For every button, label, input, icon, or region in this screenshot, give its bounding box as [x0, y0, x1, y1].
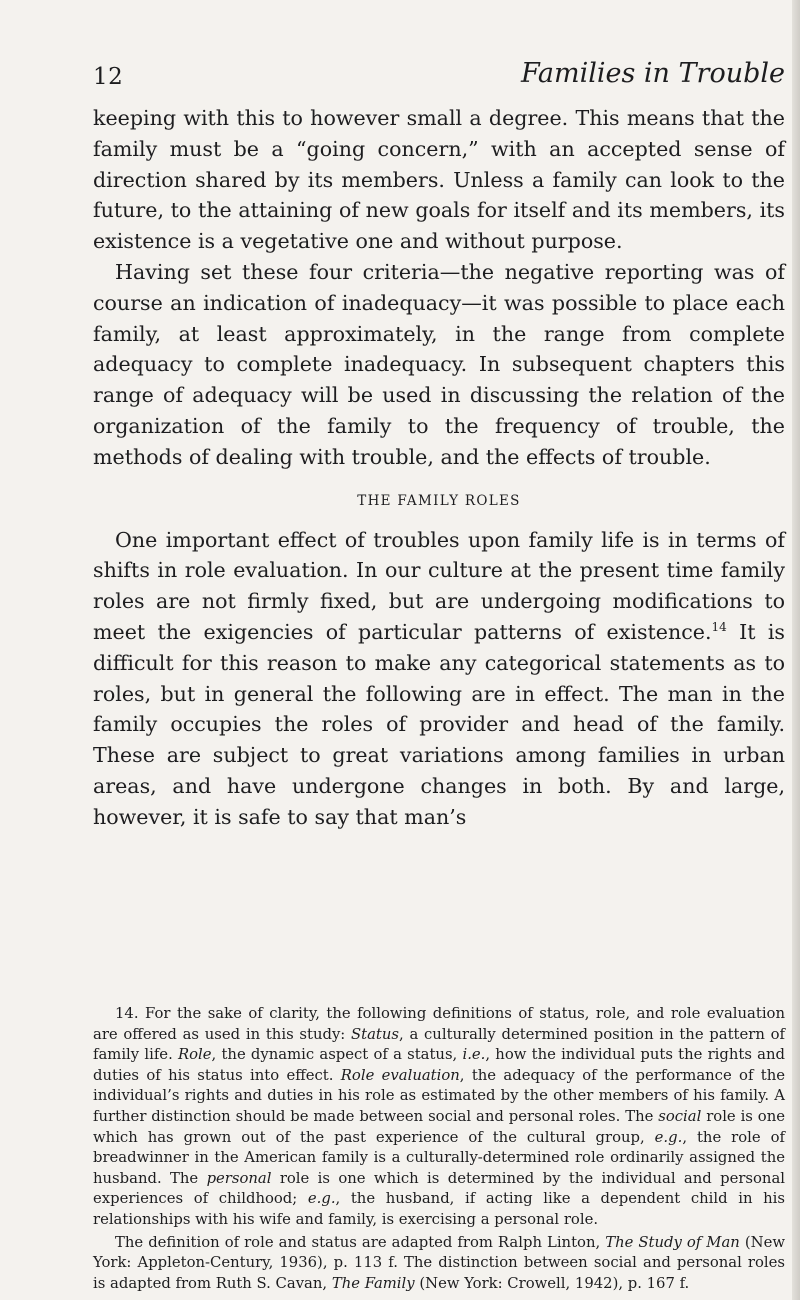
footnote-text: (New York: Appleton-Century, 1936), p. 113 f. The distinction between social and personal roles is adapted from Ruth S. Cavan, [93, 1233, 785, 1292]
term-role-evaluation: Role evaluation [340, 1066, 460, 1084]
page-header [93, 58, 785, 98]
paragraph-criteria: Having set these four criteria—the negative reporting was of course an indication of inadequacy—it was possible to place each family, at least approximately, in the range from complete adequacy to complete inadequacy. In subsequent chapters this range of adequacy will be used in discussing the relation of the organization of the family to the frequency of trouble, the methods of dealing with trouble, and the effects of trouble. [93, 259, 785, 469]
footnote-text: (New York: Crowell, 1942), p. 167 f. [414, 1274, 690, 1292]
book-title-the-family: The Family [331, 1274, 415, 1292]
footnote-text: , the role of breadwinner in the American family is a culturally-determined role ordinarily assigned the husband. The [93, 1128, 786, 1187]
footnote-text: , how the individual puts the rights and duties of his status into effect. [93, 1046, 785, 1084]
roles-text-after-note: It is difficult for this reason to make any categorical statements as to roles, but in general the following are in effect. The man in the family occupies the roles of provider and head of the family. These are subject to great variations among families in urban areas, and have undergone changes in both. By and large, however, it is safe to say that man’s [93, 619, 785, 829]
abbrev-ie: i.e. [462, 1046, 486, 1064]
page-number: 12 [93, 64, 124, 90]
term-status: Status [351, 1025, 400, 1043]
footnote-14 [93, 1004, 785, 1231]
abbrev-eg: e.g. [307, 1190, 336, 1208]
running-head: Families in Trouble [521, 58, 785, 89]
term-personal: personal [206, 1169, 272, 1187]
section-heading: THE FAMILY ROLES [357, 492, 521, 509]
footnote-text: The definition of role and status are adapted from Ralph Linton, [115, 1233, 606, 1251]
term-role: Role [178, 1046, 212, 1064]
footnote-reference: 14 [711, 620, 727, 635]
roles-text-before-note: One important effect of troubles upon family life is in terms of shifts in role evaluation. In our culture at the present time family roles are not firmly fixed, but are undergoing modifications to meet the exigencies of particular patterns of existence. [93, 527, 785, 644]
footnote-14-sources [93, 1233, 785, 1295]
footnote-text: 14. For the sake of clarity, the following definitions of status, role, and role evaluation are offered as used in this study: [93, 1005, 785, 1043]
footnote-text: role is one which is determined by the individual and personal experiences of childhood; [93, 1169, 786, 1208]
footnote-text: , the husband, if acting like a dependent child in his relationships with his wife and family, is exercising a personal role. [93, 1190, 785, 1228]
footnote-text: role is one which has grown out of the past experience of the cultural group, [93, 1107, 785, 1146]
abbrev-eg: e.g. [654, 1128, 683, 1146]
paragraph-continued: keeping with this to however small a degree. This means that the family must be a “going concern,” with an accepted sense of direction shared by its members. Unless a family can look to the future, to the attaining of new goals for itself and its members, its existence is a vegetative one and without purpose. [93, 106, 785, 254]
footnote-text: , the dynamic aspect of a status, [211, 1046, 463, 1064]
footnote-text: , the adequacy of the performance of the individual’s rights and duties in his role as estimated by the other members of his family. A further distinction should be made between social and personal roles. The [93, 1066, 785, 1125]
footnotes [93, 1004, 785, 1294]
term-social: social [658, 1107, 702, 1125]
footnote-text: , a culturally determined position in the pattern of family life. [93, 1025, 785, 1064]
page-edge [792, 0, 800, 1300]
book-title-study-of-man: The Study of Man [605, 1233, 740, 1251]
paragraph-roles [93, 525, 785, 833]
body-text [93, 103, 785, 833]
